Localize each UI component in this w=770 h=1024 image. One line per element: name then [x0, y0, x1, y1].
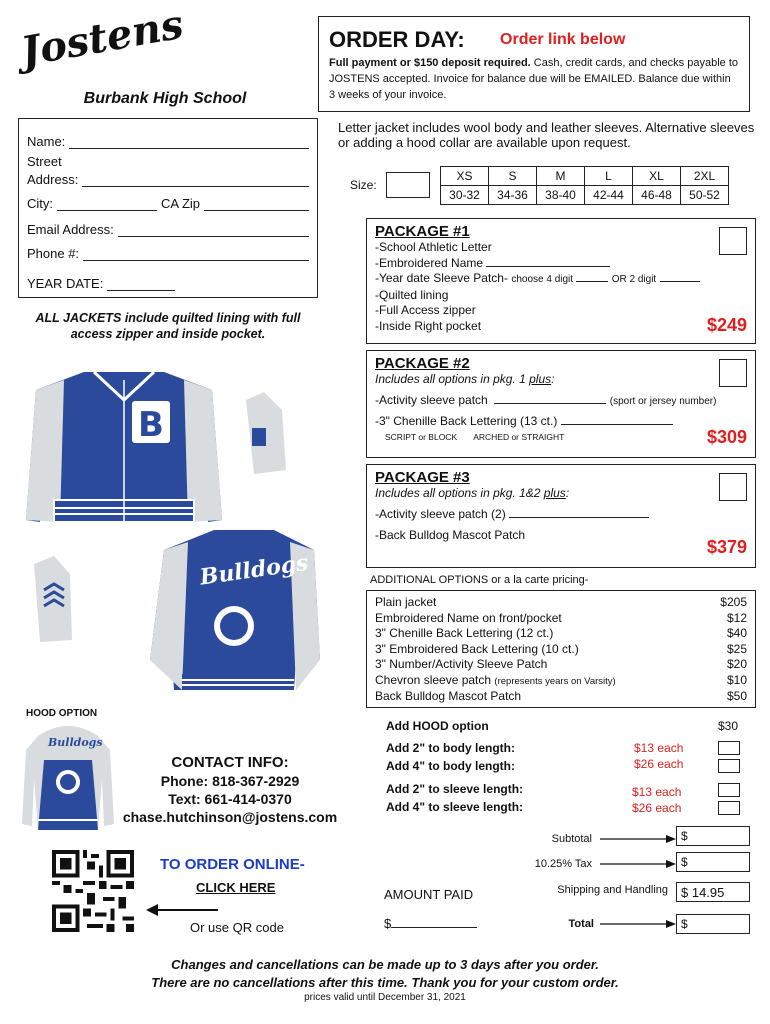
addl-option-row — [375, 689, 747, 705]
size-chart — [440, 166, 729, 205]
size-cell: XS — [441, 167, 489, 186]
pkg3-includes-text: Includes all options in pkg. 1&2 — [375, 486, 541, 500]
package-1-price: $249 — [706, 315, 747, 335]
addl-option-row — [375, 611, 747, 627]
pkg1-item: -Quilted lining — [375, 287, 449, 302]
total-label: Total — [568, 918, 594, 930]
sleeve-2-label: Add 2" to sleeve length: — [386, 782, 524, 796]
name-line[interactable] — [27, 125, 309, 149]
package-3-title: PACKAGE #3 — [375, 469, 470, 486]
arrow-right-icon — [600, 919, 676, 929]
payment-details: Cash, credit cards, and checks payable to JOSTENS accepted. Invoice for balance due will be EMAILED. Balance due within 3 weeks of your invoice. — [329, 57, 739, 101]
embroidered-name-field[interactable] — [486, 257, 610, 267]
package-2-box — [366, 350, 756, 458]
address-field[interactable] — [82, 175, 309, 187]
addl-option-label: 3" Number/Activity Sleeve Patch — [375, 657, 548, 671]
addl-option-price: $40 — [726, 626, 747, 640]
pkg2-includes: Includes all options in pkg. 1 plus: — [375, 372, 555, 386]
total-dollar: $ — [681, 917, 688, 931]
address-line[interactable] — [27, 169, 309, 187]
addl-option-label: Plain jacket — [375, 595, 437, 609]
contact-email[interactable]: chase.hutchinson@jostens.com — [122, 809, 338, 825]
size-cell: XL — [633, 167, 681, 186]
pkg2-activity: -Activity sleeve patch — [375, 392, 488, 407]
pkg1-item: -School Athletic Letter — [375, 240, 492, 254]
size-range-cell: 46-48 — [633, 186, 681, 205]
payment-terms — [329, 55, 739, 103]
lining-note: ALL JACKETS include quilted lining with full access zipper and inside pocket. — [35, 311, 301, 341]
addl-option-label: Chevron sleeve patch — [375, 672, 492, 687]
pkg3-plus: plus — [543, 486, 566, 500]
year-date-line[interactable] — [27, 261, 309, 291]
sleeve-4-price: $26 each — [632, 801, 682, 815]
size-cell: S — [489, 167, 537, 186]
two-digit-field[interactable] — [660, 272, 700, 282]
pkg1-item-row — [375, 271, 747, 288]
addl-option-price: $50 — [726, 689, 747, 703]
addl-option-price: $20 — [726, 657, 747, 671]
choose-4-digit: choose 4 digit — [511, 274, 574, 285]
pkg3-activity: -Activity sleeve patch (2) — [375, 506, 506, 521]
subtotal-field[interactable] — [676, 826, 750, 846]
subtotal-label: Subtotal — [551, 833, 592, 845]
addl-option-label: Embroidered Name on front/pocket — [375, 610, 562, 625]
package-2-title: PACKAGE #2 — [375, 355, 470, 372]
pkg2-style-row — [375, 430, 747, 446]
hood-jacket-image — [18, 720, 118, 836]
script-or-block: SCRIPT or BLOCK — [385, 431, 458, 442]
phone-line[interactable] — [27, 237, 309, 261]
addl-option-row — [375, 626, 747, 642]
body-4-label: Add 4" to body length: — [386, 759, 516, 773]
package-3-box — [366, 464, 756, 568]
pkg1-item: -Inside Right pocket — [375, 318, 482, 333]
contact-phone: Phone: 818-367-2929 — [160, 773, 300, 789]
year-date-label: YEAR DATE: — [27, 276, 104, 291]
package-2-checkbox[interactable] — [719, 359, 747, 387]
body-2-price: $13 each — [634, 741, 684, 755]
jacket-illustrations — [14, 350, 344, 710]
subtotal-dollar: $ — [681, 829, 688, 843]
sleeve-2-checkbox[interactable] — [718, 783, 740, 797]
footer-line-2: There are no cancellations after this time. Thank you for your custom order. — [151, 975, 619, 990]
pkg3-activity-row — [375, 507, 747, 523]
or-use-qr-code: Or use QR code — [190, 920, 284, 935]
email-label: Email Address: — [27, 222, 114, 237]
addl-option-label: 3" Embroidered Back Lettering (10 ct.) — [375, 641, 579, 656]
city-label: City: — [27, 196, 53, 211]
pkg2-includes-text: Includes all options in pkg. 1 — [375, 372, 526, 386]
body-2-label: Add 2" to body length: — [386, 741, 516, 755]
package-1-title: PACKAGE #1 — [375, 223, 470, 240]
jostens-logo — [17, 0, 187, 82]
size-range-cell: 34-36 — [489, 186, 537, 205]
pkg1-item: -Embroidered Name — [375, 255, 484, 270]
pkg2-plus: plus — [529, 372, 552, 386]
zip-field[interactable] — [204, 199, 309, 211]
pkg2-chenille-row — [375, 414, 747, 430]
add-hood-label: Add HOOD option — [386, 719, 489, 733]
arrow-left-icon — [146, 902, 218, 918]
size-names-row — [441, 167, 729, 186]
email-field[interactable] — [118, 225, 309, 237]
arrow-right-icon — [600, 859, 676, 869]
addl-option-row — [375, 595, 747, 611]
size-range-cell: 42-44 — [585, 186, 633, 205]
additional-options-box — [366, 590, 756, 708]
size-label: Size: — [350, 178, 377, 192]
addl-option-row — [375, 642, 747, 658]
shipping-field[interactable]: $ 14.95 — [676, 882, 750, 902]
chevron-sleeve-image — [34, 556, 72, 642]
arched-or-straight: ARCHED or STRAIGHT — [473, 431, 565, 442]
pkg1-item: -Year date Sleeve Patch- — [375, 271, 508, 285]
pkg1-item-row — [375, 256, 747, 272]
additional-options-header: ADDITIONAL OPTIONS or a la carte pricing- — [370, 574, 589, 586]
add-hood-price: $30 — [718, 719, 739, 733]
zip-label: CA Zip — [161, 196, 201, 211]
pkg3-bulldog: -Back Bulldog Mascot Patch — [375, 528, 526, 542]
or-2-digit: OR 2 digit — [611, 274, 657, 285]
jacket-letter: B — [138, 405, 164, 445]
pkg3-includes: Includes all options in pkg. 1&2 plus: — [375, 486, 570, 500]
year-date-field[interactable] — [107, 279, 175, 291]
contact-info — [120, 754, 340, 826]
city-line[interactable] — [27, 187, 309, 211]
sleeve-4-label: Add 4" to sleeve length: — [386, 800, 524, 814]
body-4-price: $26 each — [634, 757, 684, 771]
click-here-link[interactable]: CLICK HERE — [196, 880, 276, 895]
order-day-title: ORDER DAY: — [329, 27, 465, 52]
activity-patch-2-field[interactable] — [509, 508, 649, 518]
sleeve-2-price: $13 each — [632, 785, 682, 799]
size-input-box[interactable] — [386, 172, 430, 198]
package-1-checkbox[interactable] — [719, 227, 747, 255]
addl-option-price: $205 — [720, 595, 747, 609]
email-line[interactable] — [27, 211, 309, 237]
size-range-cell: 50-52 — [681, 186, 729, 205]
amount-paid-underline — [391, 918, 477, 928]
order-link[interactable]: Order link below — [500, 31, 626, 48]
total-field[interactable] — [676, 914, 750, 934]
name-label: Name: — [27, 134, 66, 149]
addl-option-price: $10 — [726, 672, 747, 687]
address-label: Address: — [27, 172, 79, 187]
hood-option-label: HOOD OPTION — [26, 708, 98, 719]
jacket-script: Bulldogs — [198, 549, 310, 591]
shipping-label: Shipping and Handling — [557, 884, 668, 896]
contact-heading: CONTACT INFO: — [171, 754, 289, 771]
qr-code-icon[interactable] — [52, 850, 134, 932]
addl-option-label: 3" Chenille Back Lettering (12 ct.) — [375, 626, 554, 640]
size-cell: M — [537, 167, 585, 186]
contact-text: Text: 661-414-0370 — [168, 791, 292, 807]
addl-option-note: (represents years on Varsity) — [494, 675, 616, 687]
tax-label: 10.25% Tax — [534, 858, 592, 870]
package-2-price: $309 — [706, 427, 747, 447]
pkg1-item: -Full Access zipper — [375, 303, 476, 317]
addl-option-row — [375, 673, 747, 690]
amount-paid-field[interactable] — [384, 916, 477, 931]
sleeve-jacket-image — [246, 392, 286, 474]
sleeve-4-checkbox[interactable] — [718, 801, 740, 815]
city-field[interactable] — [57, 199, 157, 211]
customer-info-box — [18, 118, 318, 298]
front-jacket-image — [26, 372, 222, 522]
package-1-box — [366, 218, 756, 344]
four-digit-field[interactable] — [576, 272, 608, 282]
phone-label: Phone #: — [27, 246, 80, 261]
body-2-checkbox[interactable] — [718, 741, 740, 755]
body-4-checkbox[interactable] — [718, 759, 740, 773]
pkg2-chenille: -3" Chenille Back Lettering (13 ct.) — [375, 414, 558, 428]
size-ranges-row — [441, 186, 729, 205]
name-field[interactable] — [69, 137, 309, 149]
size-range-cell: 38-40 — [537, 186, 585, 205]
footer-line-1: Changes and cancellations can be made up to 3 days after you order. — [171, 957, 599, 972]
tax-field[interactable] — [676, 852, 750, 872]
addl-option-price: $25 — [726, 641, 747, 656]
chenille-lettering-field[interactable] — [561, 415, 673, 425]
street-label-line — [27, 149, 309, 169]
tax-dollar: $ — [681, 855, 688, 869]
street-label: Street — [27, 154, 62, 169]
addl-option-price: $12 — [726, 610, 747, 625]
payment-required: Full payment or $150 deposit required. — [329, 57, 531, 69]
arrow-right-icon — [600, 834, 676, 844]
order-day-box — [318, 16, 750, 112]
logo-text: Jostens — [17, 0, 187, 76]
package-3-checkbox[interactable] — [719, 473, 747, 501]
prices-valid-note: prices valid until December 31, 2021 — [304, 992, 466, 1003]
letter-jacket-description: Letter jacket includes wool body and leather sleeves. Alternative sleeves or adding a hood collar are available upon request. — [338, 120, 755, 150]
amount-paid-label: AMOUNT PAID — [384, 887, 474, 902]
size-cell: 2XL — [681, 167, 729, 186]
back-jacket-image — [150, 530, 320, 690]
sport-note: (sport or jersey number) — [609, 395, 717, 407]
addl-option-label: Back Bulldog Mascot Patch — [375, 689, 522, 703]
package-3-price: $379 — [706, 537, 747, 557]
amount-paid-dollar: $ — [384, 916, 392, 931]
school-name: Burbank High School — [83, 90, 247, 107]
activity-patch-field[interactable] — [494, 394, 606, 404]
size-range-cell: 30-32 — [441, 186, 489, 205]
hood-script: Bulldogs — [48, 736, 103, 749]
footer-notice — [20, 956, 750, 992]
to-order-online: TO ORDER ONLINE- — [160, 856, 305, 873]
phone-field[interactable] — [83, 249, 309, 261]
size-cell: L — [585, 167, 633, 186]
addl-option-row — [375, 657, 747, 673]
pkg2-activity-row — [375, 393, 747, 410]
